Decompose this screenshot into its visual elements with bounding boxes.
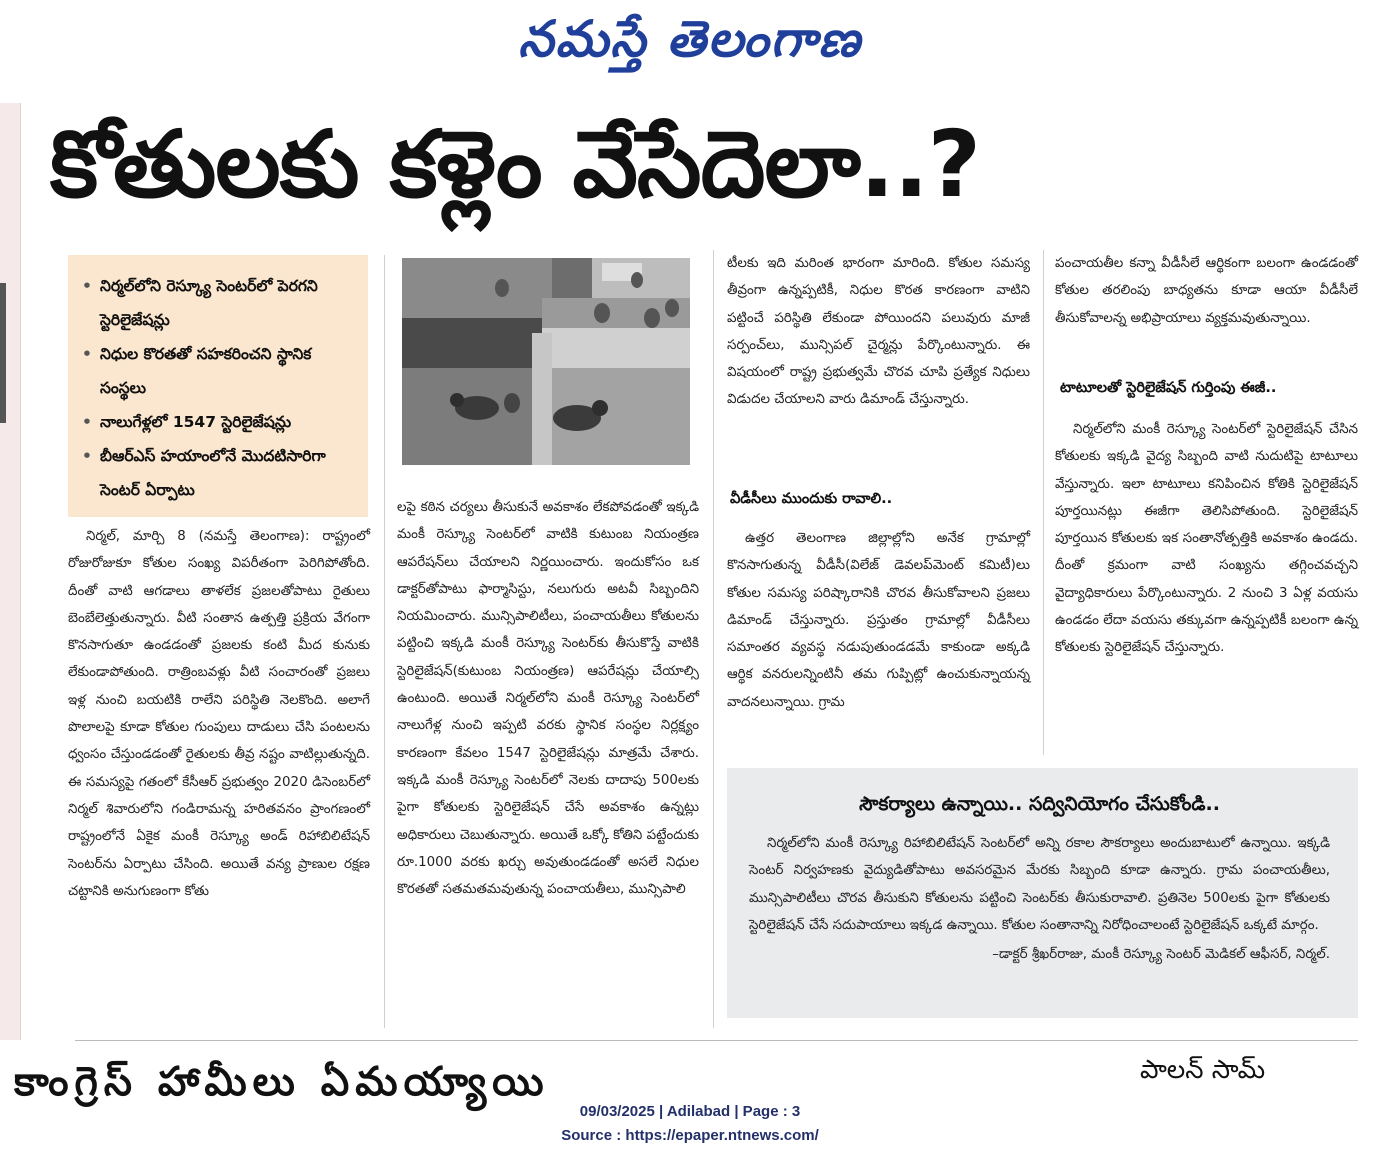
article-column-4 (1055, 250, 1358, 362)
highlight-item: • నిధుల కొరతతో సహకరించని స్థానిక సంస్థలు (82, 337, 356, 405)
highlights-box (68, 255, 368, 517)
bullet-icon: • (82, 447, 92, 465)
next-article-byline: పాలన్ సామ్ (1140, 1055, 1266, 1085)
highlight-item: • నిర్మల్‌లోని రెస్క్యూ సెంటర్‌లో పెరగని స్టెరిలైజేషన్లు (82, 269, 356, 337)
article-paragraph: నిర్మల్, మార్చి 8 (నమస్తే తెలంగాణ): రాష్ట్రంలో రోజురోజుకూ కోతుల సంఖ్య విపరీతంగా పెరిగిపోతోంది. దీంతో వాటి ఆగడాలు తాళలేక ప్రజలతోపాటు రైతులు బెంబేలెత్తుతున్నారు. వీటి సంతాన ఉత్పత్తి ప్రక్రియ వేగంగా కొనసాగుతూ ఉండడంతో ప్రజలకు కంటి మీద కునుకు లేకుండాపోతుంది. రాత్రింబవళ్లు వీటి సంచారంతో ప్రజలు ఇళ్ల నుంచి బయటికి రాలేని పరిస్థితి నెలకొంది. అలాగే పొలాలపై కూడా కోతుల గుంపులు దాడులు చేసి పంటలను ధ్వంసం చేస్తుండడంతో రైతులకు తీవ్ర నష్టం వాటిల్లుతున్నది. ఈ సమస్యపై గతంలో కేసీఆర్ ప్రభుత్వం 2020 డిసెంబర్‌లో నిర్మల్ శివారులోని గండిరామన్న హరితవనం ప్రాంగణంలో రాష్ట్రంలోనే ఏకైక మంకీ రెస్క్యూ అండ్ రిహాబిలిటేషన్ సెంటర్‌ను ఏర్పాటు చేసింది. అయితే వన్య ప్రాణుల రక్షణ చట్టానికి అనుగుణంగా కోతు (68, 529, 370, 899)
article-column-2 (397, 494, 699, 1028)
article-column-3-continued (727, 525, 1030, 755)
article-column-4-continued (1055, 416, 1358, 756)
masthead (0, 0, 1380, 80)
column-divider (384, 255, 385, 1028)
column-divider (713, 250, 714, 1028)
subheading-tattoo: టాటూలతో స్టెరిలైజేషన్ గుర్తింపు ఈజీ.. (1060, 380, 1277, 396)
article-paragraph: ఉత్తర తెలంగాణ జిల్లాల్లోని అనేక గ్రామాల్లో కొనసాగుతున్న వీడీసీ(విలేజ్ డెవలప్‌మెంట్ కమిటీ)లు కోతుల సమస్య పరిష్కారానికి చొరవ తీసుకోవాలని ప్రజలు డిమాండ్ చేస్తున్నారు. ప్రస్తుతం గ్రామాల్లో వీడీసీలు సమాంతర వ్యవస్థ నడుపుతుండడమే కాకుండా అక్కడి ఆర్థిక వనరులన్నింటినీ తమ గుప్పిట్లో ఉంచుకున్నాయన్న వాదనలున్నాయి. గ్రామ (727, 531, 1030, 710)
article-paragraph: లపై కఠిన చర్యలు తీసుకునే అవకాశం లేకపోవడంతో ఇక్కడి మంకీ రెస్క్యూ సెంటర్‌లో వాటికి కుటుంబ నియంత్రణ ఆపరేషన్‌లు చేయాలని నిర్ణయించారు. ఇందుకోసం ఒక డాక్టర్‌తోపాటు ఫార్మాసిస్టు, నలుగురు అటవీ సిబ్బందిని నియమించారు. మున్సిపాలిటీలు, పంచాయతీలు కోతులను పట్టించి ఇక్కడి మంకీ రెస్క్యూ సెంటర్‌కు తీసుకొస్తే వాటికి స్టెరిలైజేషన్(కుటుంబ నియంత్రణ) ఆపరేషన్లు చేయాల్సి ఉంటుంది. అయితే నిర్మల్‌లోని మంకీ రెస్క్యూ సెంటర్‌లో నాలుగేళ్ల నుంచి ఇప్పటి వరకు స్థానిక సంస్థల నిర్లక్ష్యం కారణంగా కేవలం 1547 స్టెరిలైజేషన్లు మాత్రమే చేశారు. ఇక్కడి మంకీ రెస్క్యూ సెంటర్‌లో నెలకు దాదాపు 500లకు పైగా కోతులకు స్టెరిలైజేషన్ చేసే అవకాశం ఉన్నట్లు అధికారులు చెబుతున్నారు. అయితే ఒక్కో కోతిని పట్టేందుకు రూ.1000 వరకు ఖర్చు అవుతుండడంతో అసలే నిధుల కొరతతో సతమతమవుతున్న పంచాయతీలు, మున్సిపాలి (397, 500, 699, 898)
page-headline: కోతులకు కళ్లెం వేసేదెలా..? (50, 111, 981, 218)
page-footer (0, 1100, 1380, 1148)
article-column-3 (727, 250, 1030, 472)
highlight-item: • బీఆర్‌ఎస్ హయాంలోనే మొదటిసారిగా సెంటర్ ఏర్పాటు (82, 439, 356, 507)
margin-photo-edge (0, 283, 6, 423)
left-margin-strip (0, 103, 21, 1040)
bullet-icon: • (82, 277, 92, 295)
monkeys-photo (402, 258, 690, 465)
monkeys-photo-illustration (402, 258, 690, 465)
quote-paragraph: నిర్మల్‌లోని మంకీ రెస్క్యూ రిహాబిలిటేషన్ సెంటర్‌లో అన్ని రకాల సౌకర్యాలు అందుబాటులో ఉన్నాయి. ఇక్కడి సెంటర్ నిర్వహణకు వైద్యుడితోపాటు అవసరమైన మేరకు సిబ్బంది కూడా ఉన్నారు. గ్రామ పంచాయతీలు, మున్సిపాలిటీలు చొరవ తీసుకుని కోతులను పట్టించి సెంటర్‌కు తీసుకురావాలి. ప్రతినెల 500లకు పైగా కోతులకు స్టెరిలైజేషన్ చేసే సదుపాయాలు ఇక్కడ ఉన్నాయి. కోతుల సంతానాన్ని నిరోధించాలంటే స్టెరిలైజేషన్ ఒక్కటే మార్గం. (749, 836, 1330, 933)
article-paragraph: టీలకు ఇది మరింత భారంగా మారింది. కోతుల సమస్య తీవ్రంగా ఉన్నప్పటికీ, నిధుల కొరత కారణంగా వాటిని పట్టించే పరిస్థితి లేకుండా పోయిందని పలువురు మాజీ సర్పంచ్‌లు, మున్సిపల్ చైర్మన్లు పేర్కొంటున్నారు. ఈ విషయంలో రాష్ట్ర ప్రభుత్వమే చొరవ చూపి ప్రత్యేక నిధులు విడుదల చేయాలని వారు డిమాండ్ చేస్తున్నారు. (727, 256, 1030, 408)
quote-box (727, 768, 1358, 1018)
highlight-item: • నాలుగేళ్లలో 1547 స్టెరిలైజేషన్లు (82, 405, 356, 439)
quote-title: సౌకర్యాలు ఉన్నాయి.. సద్వినియోగం చేసుకోండి.. (859, 793, 1220, 815)
next-article-headline-text: కాంగ్రెస్ హామీలు ఏమయ్యాయి (14, 1059, 550, 1105)
article-column-1 (68, 523, 370, 1028)
bullet-icon: • (82, 413, 92, 431)
quote-signature: –డాక్టర్ శ్రీఖర్‌రాజు, మంకీ రెస్క్యూ సెంటర్ మెడికల్ ఆఫీసర్, నిర్మల్. (992, 947, 1330, 963)
column-divider (1043, 250, 1044, 755)
subheading-vdc: వీడీసీలు ముందుకు రావాలి.. (730, 491, 893, 507)
footer-source[interactable]: Source : https://epaper.ntnews.com/ (561, 1127, 819, 1144)
bullet-icon: • (82, 345, 92, 363)
article-paragraph: నిర్మల్‌లోని మంకీ రెస్క్యూ సెంటర్‌లో స్టెరిలైజేషన్ చేసిన కోతులకు ఇక్కడి వైద్య సిబ్బంది వాటి నుదుటిపై టాటూలు వేస్తున్నారు. ఇలా టాటూలు కనిపించిన కోతికి స్టెరిలైజేషన్ పూర్తయినట్లు ఈజీగా తెలిసిపోతుంది. స్టెరిలైజేషన్ పూర్తయిన కోతులకు ఇక సంతానోత్పత్తికి అవకాశం ఉండదు. దీంతో క్రమంగా వాటి సంఖ్యను తగ్గించవచ్చని వైద్యాధికారులు పేర్కొంటున్నారు. 2 నుంచి 3 ఏళ్ల వయసు ఉండడం లేదా వయసు తక్కువగా ఉన్నప్పటికీ బలంగా ఉన్న కోతులకు స్టెరిలైజేషన్ చేస్తున్నారు. (1055, 422, 1358, 656)
bottom-divider (75, 1040, 1358, 1041)
newspaper-logo: నమస్తే తెలంగాణ (518, 9, 862, 68)
footer-date-edition: 09/03/2025 | Adilabad | Page : 3 (579, 1103, 801, 1120)
article-paragraph: పంచాయతీల కన్నా వీడీసీలే ఆర్థికంగా బలంగా ఉండడంతో కోతుల తరలింపు బాధ్యతను కూడా ఆయా వీడీసీలే తీసుకోవాలన్న అభిప్రాయాలు వ్యక్తమవుతున్నాయి. (1055, 256, 1358, 326)
next-article-headline (14, 1059, 714, 1105)
quote-body (749, 830, 1330, 939)
